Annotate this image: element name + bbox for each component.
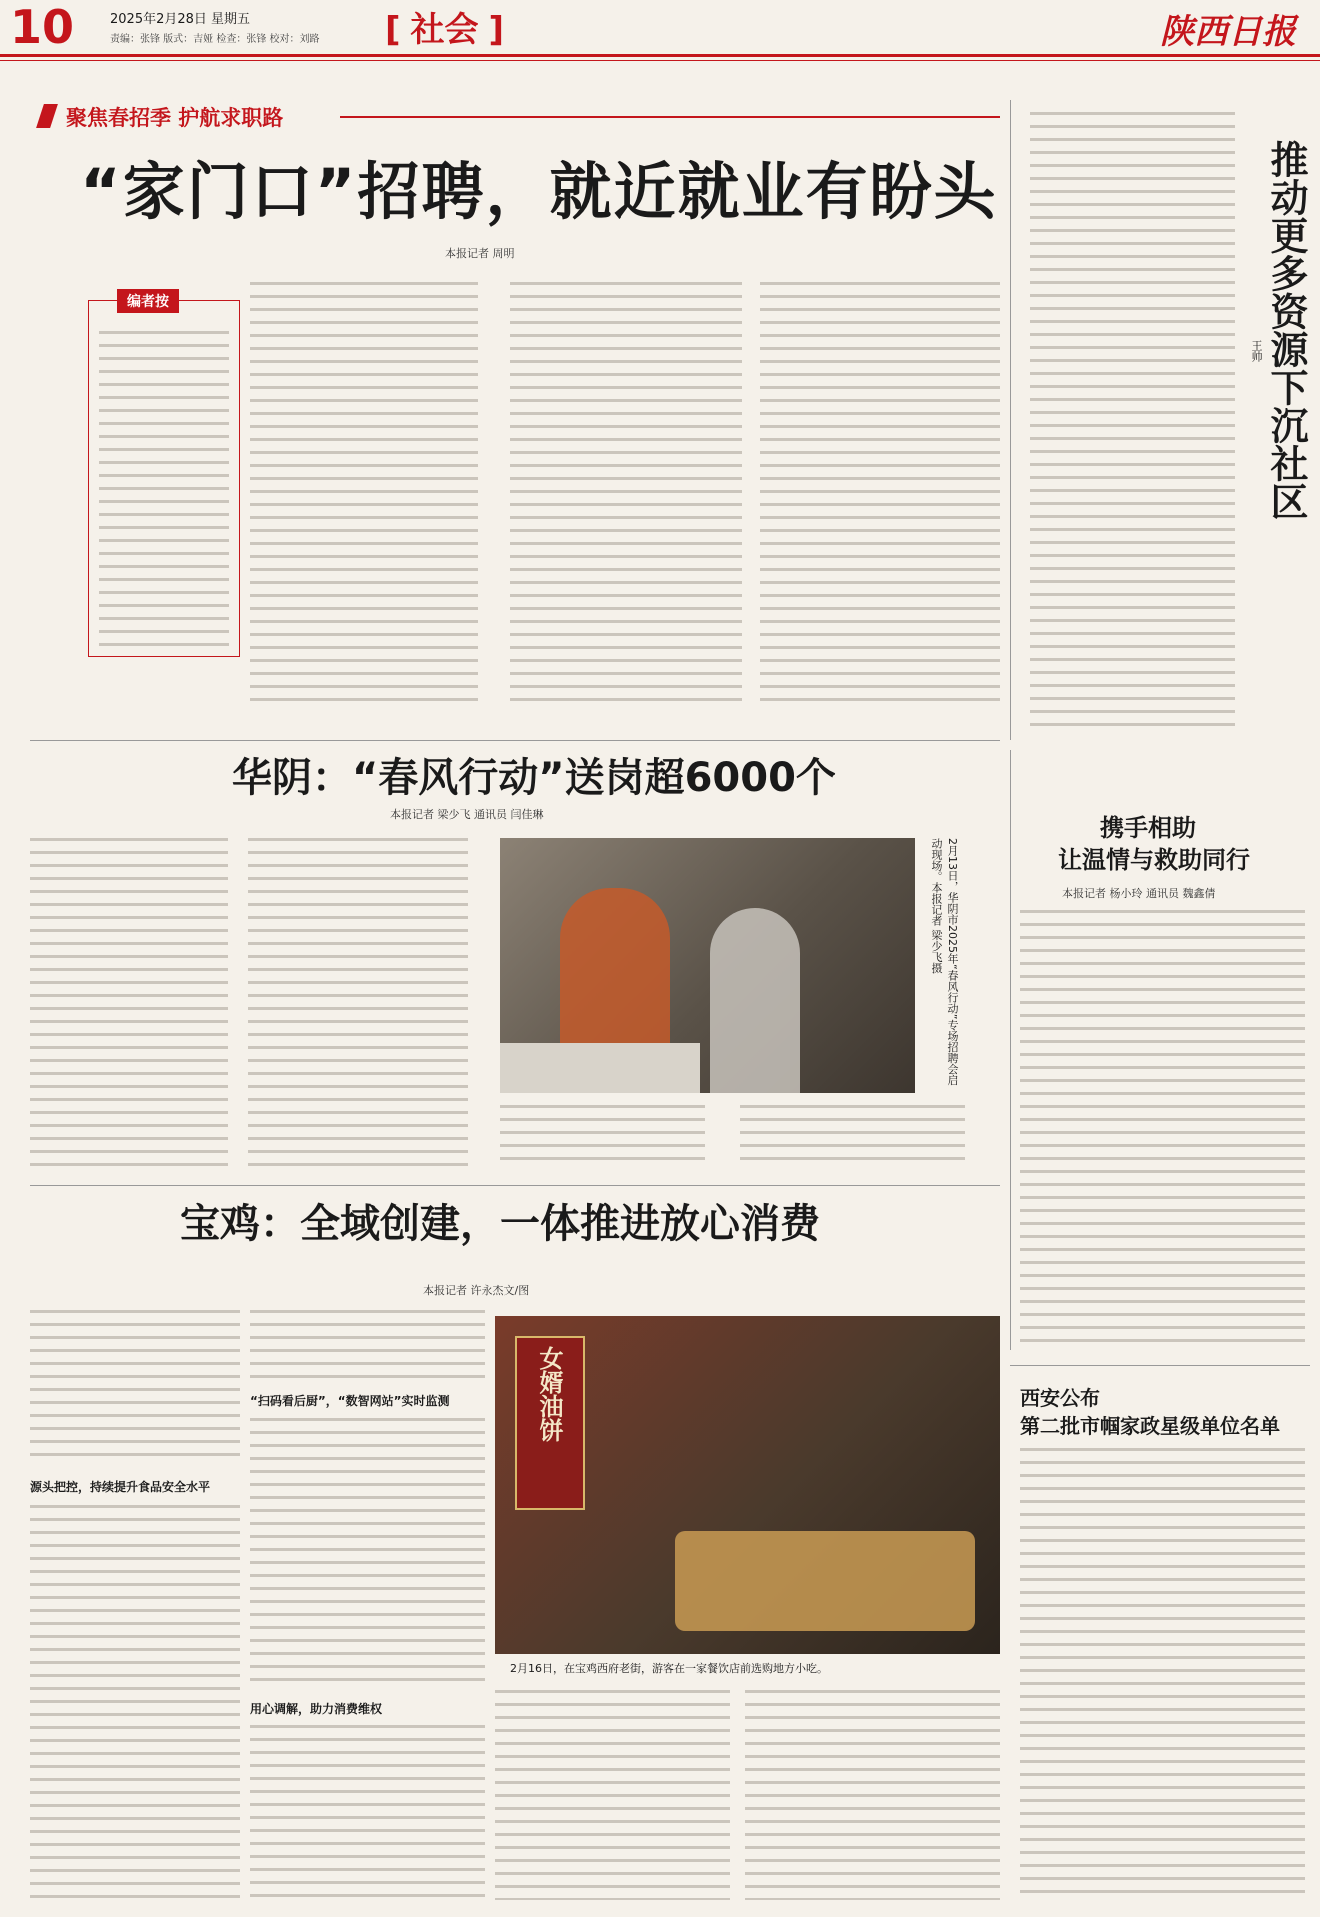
- baoji-photo: [495, 1316, 1000, 1654]
- right-col-title: 推动更多资源下沉社区: [1264, 140, 1308, 520]
- huayin-body-col-2: [248, 838, 468, 1168]
- right-col-body: [1030, 112, 1235, 730]
- huayin-body-col-4: [740, 1105, 965, 1168]
- help-title-1: 携手相助: [1100, 814, 1196, 842]
- editor-note-text: [99, 331, 229, 651]
- baoji-title: 宝鸡：全域创建，一体推进放心消费: [180, 1201, 820, 1247]
- huayin-photo: [500, 838, 915, 1093]
- help-title-2: 让温情与救助同行: [1058, 846, 1250, 874]
- right-col-author: 王帅: [1250, 340, 1263, 362]
- editor-note-box: [88, 294, 240, 657]
- baoji-body-col-4: [745, 1690, 1000, 1900]
- masthead-date: 2025年2月28日 星期五: [110, 12, 251, 27]
- xian-title-2: 第二批市帼家政星级单位名单: [1020, 1414, 1280, 1438]
- baoji-body-col-1b: [30, 1505, 240, 1900]
- section-label: 社会: [410, 10, 479, 50]
- help-body: [1020, 910, 1305, 1350]
- baoji-byline: 本报记者 许永杰文/图: [423, 1284, 530, 1297]
- baoji-body-col-3: [495, 1690, 730, 1900]
- huayin-byline: 本报记者 梁少飞 通讯员 闫佳琳: [390, 808, 544, 821]
- baoji-caption: 2月16日，在宝鸡西府老街，游客在一家餐饮店前选购地方小吃。: [510, 1662, 828, 1675]
- baoji-subhead-2: “扫码看后厨”，“数智网站”实时监测: [250, 1394, 450, 1408]
- right-col-divider: [1010, 100, 1011, 740]
- baoji-subhead-1: 源头把控，持续提升食品安全水平: [30, 1480, 211, 1494]
- huayin-divider-top: [30, 740, 1000, 741]
- kicker-underline: [340, 116, 1000, 118]
- huayin-body-col-1: [30, 838, 228, 1168]
- page-number: 10: [10, 0, 75, 54]
- help-byline: 本报记者 杨小玲 通讯员 魏鑫倩: [1062, 887, 1216, 900]
- photo-table: [500, 1043, 700, 1093]
- photo-food-tray: [675, 1531, 975, 1631]
- xian-title-1: 西安公布: [1020, 1386, 1100, 1410]
- baoji-body-col-2b: [250, 1418, 485, 1688]
- lead-body-col-3: [760, 282, 1000, 708]
- baoji-sign-text: 女婿油饼: [535, 1346, 563, 1442]
- help-divider: [1010, 750, 1011, 1350]
- section-name: [ 社会 ]: [385, 10, 505, 50]
- kicker-text: 聚焦春招季 护航求职路: [66, 106, 284, 130]
- photo-person-b: [710, 908, 800, 1093]
- xian-divider: [1010, 1365, 1310, 1366]
- editor-note-label: 编者按: [117, 289, 179, 313]
- lead-title: “家门口”招聘，就近就业有盼头: [80, 155, 998, 228]
- masthead-staff: 责编：张锋 版式：吉娅 检查：张锋 校对：刘路: [110, 34, 320, 45]
- huayin-title: 华阴：“春风行动”送岗超6000个: [232, 755, 836, 801]
- lead-body-col-2: [510, 282, 742, 708]
- baoji-subhead-3: 用心调解，助力消费维权: [250, 1702, 383, 1716]
- kicker-bar: [40, 100, 1000, 130]
- lead-body-col-1: [250, 282, 478, 708]
- masthead: [0, 0, 1320, 52]
- baoji-body-col-2: [250, 1310, 485, 1385]
- huayin-body-col-3: [500, 1105, 705, 1168]
- paper-name: 陕西日报: [1160, 12, 1296, 52]
- huayin-caption: 2月13日，华阴市2025年“春风行动”专场招聘会启动现场。本报记者 梁少飞摄: [930, 838, 959, 1086]
- baoji-divider-top: [30, 1185, 1000, 1186]
- xian-body: [1020, 1448, 1305, 1900]
- baoji-body-col-2c: [250, 1725, 485, 1900]
- baoji-body-col-1: [30, 1310, 240, 1460]
- masthead-rule-thin: [0, 60, 1320, 61]
- kicker-slash: [36, 104, 58, 128]
- masthead-rule: [0, 54, 1320, 57]
- lead-byline: 本报记者 周明: [445, 247, 515, 260]
